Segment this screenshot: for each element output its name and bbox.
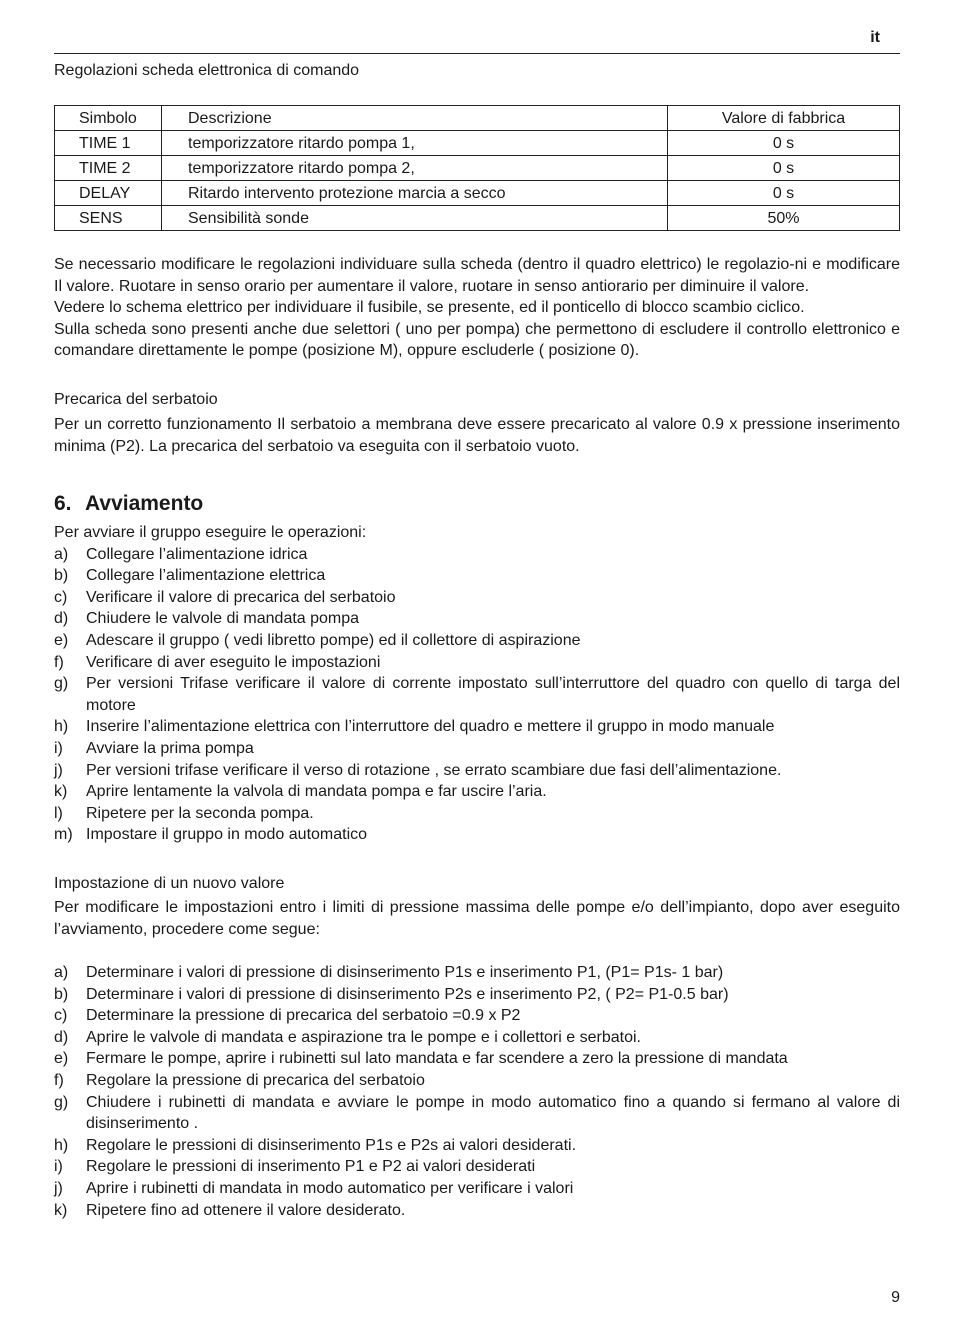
list-text: Inserire l’alimentazione elettrica con l’interruttore del quadro e mettere il gruppo in modo manuale bbox=[86, 718, 775, 736]
table-row bbox=[55, 131, 900, 156]
list-marker: g) bbox=[54, 675, 69, 693]
table-cell-value: 50% bbox=[668, 206, 900, 231]
list-item bbox=[54, 1156, 900, 1178]
impostazione-block bbox=[54, 962, 900, 1221]
list-marker: a) bbox=[54, 545, 69, 563]
language-code: it bbox=[870, 29, 880, 46]
list-item bbox=[54, 652, 900, 674]
table-cell-description: temporizzatore ritardo pompa 1, bbox=[162, 131, 668, 156]
avviamento-steps bbox=[54, 544, 900, 846]
table-header-row bbox=[55, 106, 900, 131]
list-item bbox=[54, 673, 900, 716]
list-marker: a) bbox=[54, 964, 69, 981]
list-marker: f) bbox=[54, 653, 64, 671]
list-item bbox=[54, 544, 900, 566]
list-marker: e) bbox=[54, 631, 69, 649]
table-cell-symbol: SENS bbox=[55, 206, 162, 231]
list-item bbox=[54, 1178, 900, 1200]
list-text: Ripetere fino ad ottenere il valore desiderato. bbox=[86, 1201, 406, 1219]
list-text: Aprire le valvole di mandata e aspirazione tra le pompe e i collettori e serbatoi. bbox=[86, 1028, 641, 1046]
list-item bbox=[54, 803, 900, 825]
table-header-cell: Simbolo bbox=[55, 106, 162, 131]
list-text: Fermare le pompe, aprire i rubinetti sul lato mandata e far scendere a zero la pressione di mandata bbox=[86, 1050, 788, 1068]
table-cell-symbol: TIME 1 bbox=[55, 131, 162, 156]
list-text: Aprire lentamente la valvola di mandata pompa e far uscire l’aria. bbox=[86, 783, 547, 801]
list-item bbox=[54, 587, 900, 609]
list-marker: b) bbox=[54, 985, 69, 1003]
list-text: Ripetere per la seconda pompa. bbox=[86, 804, 314, 822]
table-cell-symbol: DELAY bbox=[55, 181, 162, 206]
list-item bbox=[54, 962, 900, 984]
list-item bbox=[54, 824, 900, 846]
precarica-title: Precarica del serbatoio bbox=[54, 391, 218, 408]
list-marker: k) bbox=[54, 1201, 68, 1219]
list-item bbox=[54, 1070, 900, 1092]
list-item bbox=[54, 1092, 900, 1135]
list-item bbox=[54, 984, 900, 1006]
precarica-text: Per un corretto funzionamento Il serbatoio a membrana deve essere precaricato al valore 0.9 x pressione inserimento minima (P2). La precarica del serbatoio va eseguita con il serbatoio vuoto. bbox=[54, 416, 900, 455]
list-item bbox=[54, 716, 900, 738]
avviamento-heading bbox=[54, 492, 203, 516]
list-text: Determinare i valori di pressione di disinserimento P1s e inserimento P1, (P1= P1s- 1 bar) bbox=[86, 964, 724, 981]
section-title: Regolazioni scheda elettronica di comando bbox=[54, 62, 360, 79]
list-marker: m) bbox=[54, 826, 73, 844]
list-text: Aprire i rubinetti di mandata in modo automatico per verificare i valori bbox=[86, 1179, 574, 1197]
table-cell-description: temporizzatore ritardo pompa 2, bbox=[162, 156, 668, 181]
list-item bbox=[54, 760, 900, 782]
list-marker: l) bbox=[54, 804, 63, 822]
intro-block bbox=[54, 254, 900, 362]
list-text: Impostare il gruppo in modo automatico bbox=[86, 826, 368, 844]
header-rule bbox=[54, 53, 900, 54]
table-row bbox=[55, 181, 900, 206]
list-text: Verificare di aver eseguito le impostazioni bbox=[86, 653, 381, 671]
table-cell-symbol: TIME 2 bbox=[55, 156, 162, 181]
list-text: Chiudere le valvole di mandata pompa bbox=[86, 610, 360, 628]
list-item bbox=[54, 1200, 900, 1222]
avviamento-intro: Per avviare il gruppo eseguire le operazioni: bbox=[54, 524, 367, 541]
list-marker: h) bbox=[54, 718, 69, 736]
list-item bbox=[54, 738, 900, 760]
list-marker: k) bbox=[54, 783, 68, 801]
table-header-cell: Valore di fabbrica bbox=[668, 106, 900, 131]
list-marker: j) bbox=[54, 761, 63, 779]
list-text: Regolare la pressione di precarica del serbatoio bbox=[86, 1071, 425, 1089]
list-marker: f) bbox=[54, 1071, 64, 1089]
table-cell-value: 0 s bbox=[668, 156, 900, 181]
list-text: Collegare l’alimentazione idrica bbox=[86, 545, 308, 563]
page-number: 9 bbox=[891, 1289, 900, 1306]
list-item bbox=[54, 608, 900, 630]
table-row bbox=[55, 156, 900, 181]
table-row bbox=[55, 206, 900, 231]
list-item bbox=[54, 1048, 900, 1070]
avviamento-block bbox=[54, 522, 900, 846]
table-cell-value: 0 s bbox=[668, 181, 900, 206]
list-text: Adescare il gruppo ( vedi libretto pompe) ed il collettore di aspirazione bbox=[86, 631, 581, 649]
list-text: Chiudere i rubinetti di mandata e avviare le pompe in modo automatico fino a quando si fermano al valore di disinserimento . bbox=[86, 1093, 900, 1133]
intro-paragraph: Se necessario modificare le regolazioni individuare sulla scheda (dentro il quadro elettrico) le regolazio-ni e modificare Il valore. Ruotare in senso orario per aumentare il valore, ruotare in senso antiorario per diminuire il valore. bbox=[54, 256, 900, 295]
list-text: Verificare il valore di precarica del serbatoio bbox=[86, 588, 396, 606]
intro-paragraph: Vedere lo schema elettrico per individuare il fusibile, se presente, ed il ponticello di blocco scambio ciclico. bbox=[54, 299, 805, 317]
list-item bbox=[54, 1027, 900, 1049]
list-marker: e) bbox=[54, 1050, 69, 1068]
list-text: Regolare le pressioni di inserimento P1 e P2 ai valori desiderati bbox=[86, 1158, 536, 1176]
impostazione-steps bbox=[54, 962, 900, 1221]
table-cell-description: Sensibilità sonde bbox=[162, 206, 668, 231]
table-header-cell: Descrizione bbox=[162, 106, 668, 131]
list-text: Collegare l’alimentazione elettrica bbox=[86, 567, 326, 585]
list-marker: g) bbox=[54, 1093, 69, 1111]
list-marker: d) bbox=[54, 610, 69, 628]
list-item bbox=[54, 630, 900, 652]
list-marker: d) bbox=[54, 1028, 69, 1046]
list-text: Per versioni trifase verificare il verso di rotazione , se errato scambiare due fasi dell’alimentazione. bbox=[86, 761, 782, 779]
heading-text: Avviamento bbox=[85, 492, 204, 515]
list-marker: i) bbox=[54, 739, 63, 757]
list-item bbox=[54, 565, 900, 587]
list-marker: c) bbox=[54, 1007, 68, 1025]
intro-paragraph: Sulla scheda sono presenti anche due selettori ( uno per pompa) che permettono di escludere il controllo elettronico e comandare direttamente le pompe (posizione M), oppure escluderle ( posizione 0). bbox=[54, 320, 900, 360]
list-text: Determinare la pressione di precarica del serbatoio =0.9 x P2 bbox=[86, 1007, 521, 1025]
document-page bbox=[54, 0, 900, 1336]
list-marker: j) bbox=[54, 1179, 63, 1197]
table-cell-value: 0 s bbox=[668, 131, 900, 156]
table-cell-description: Ritardo intervento protezione marcia a secco bbox=[162, 181, 668, 206]
impostazione-intro: Per modificare le impostazioni entro i limiti di pressione massima delle pompe e/o dell’impianto, dopo aver eseguito l’avviamento, procedere come segue: bbox=[54, 899, 900, 938]
list-marker: h) bbox=[54, 1136, 69, 1154]
list-text: Regolare le pressioni di disinserimento P1s e P2s ai valori desiderati. bbox=[86, 1136, 577, 1154]
list-item bbox=[54, 1135, 900, 1157]
list-item bbox=[54, 781, 900, 803]
heading-number: 6. bbox=[54, 492, 72, 515]
list-text: Per versioni Trifase verificare il valore di corrente impostato sull’interruttore del quadro con quello di targa del motore bbox=[86, 675, 900, 714]
list-text: Avviare la prima pompa bbox=[86, 739, 254, 757]
list-marker: c) bbox=[54, 588, 68, 606]
list-marker: b) bbox=[54, 567, 69, 585]
impostazione-title: Impostazione di un nuovo valore bbox=[54, 875, 285, 892]
list-item bbox=[54, 1005, 900, 1027]
list-marker: i) bbox=[54, 1158, 63, 1176]
list-text: Determinare i valori di pressione di disinserimento P2s e inserimento P2, ( P2= P1-0.5 bar) bbox=[86, 985, 729, 1003]
settings-table bbox=[54, 105, 900, 231]
